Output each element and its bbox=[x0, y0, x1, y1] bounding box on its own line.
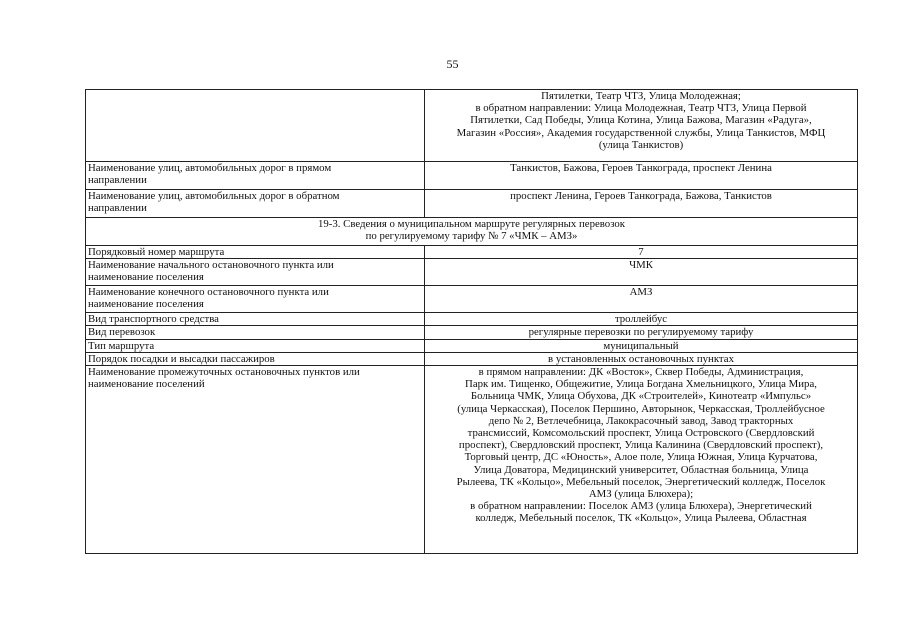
text-line: трансмиссий, Комсомольский проспект, Улица Островского (Свердловский bbox=[467, 427, 815, 440]
text-line: Вид транспортного средства bbox=[88, 313, 219, 326]
text-line: Наименование промежуточных остановочных пунктов или bbox=[88, 366, 360, 379]
page-number: 55 bbox=[446, 57, 459, 71]
text-line: Наименование начального остановочного пункта или bbox=[88, 259, 334, 272]
value-cell bbox=[425, 366, 858, 554]
text-line: наименование поселений bbox=[88, 378, 205, 391]
label-cell bbox=[86, 326, 425, 339]
table-body bbox=[86, 90, 858, 554]
text-line: Рылеева, ТК «Кольцо», Мебельный поселок, Энергетический колледж, Поселок bbox=[456, 475, 826, 488]
text-line: в обратном направлении: Поселок АМЗ (улица Блюхера), Энергетический bbox=[470, 500, 812, 513]
value-cell: АМЗ bbox=[425, 286, 858, 313]
route-info-table bbox=[85, 89, 858, 554]
label-cell bbox=[86, 366, 425, 554]
label-cell bbox=[86, 90, 425, 162]
table-row bbox=[86, 259, 858, 286]
text-line: Наименование улиц, автомобильных дорог в прямом bbox=[88, 162, 332, 174]
text-line: колледж, Мебельный поселок, ТК «Кольцо», Улица Рылеева, Областная bbox=[475, 512, 807, 525]
text-line: (улица Черкасская), Поселок Першино, Авторынок, Черкасская, Троллейбусное bbox=[457, 402, 825, 415]
table-row bbox=[86, 326, 858, 339]
value-cell: регулярные перевозки по регулируемому тарифу bbox=[425, 326, 858, 339]
label-cell bbox=[86, 259, 425, 286]
section-heading-row bbox=[86, 218, 858, 246]
section-heading bbox=[86, 218, 858, 246]
table-row bbox=[86, 352, 858, 365]
label-cell bbox=[86, 162, 425, 190]
text-line: в прямом направлении: ДК «Восток», Сквер Победы, Администрация, bbox=[478, 366, 804, 379]
label-cell bbox=[86, 313, 425, 326]
label-cell bbox=[86, 246, 425, 259]
table-row bbox=[86, 162, 858, 190]
table-row bbox=[86, 286, 858, 313]
text-line: проспект), Свердловский проспект, Улица Калинина (Свердловский проспект), bbox=[458, 439, 824, 452]
label-cell bbox=[86, 286, 425, 313]
text-line: Порядковый номер маршрута bbox=[88, 246, 225, 258]
text-line: Магазин «Россия», Академия государственной службы, Улица Танкистов, МФЦ bbox=[456, 126, 826, 139]
table-row bbox=[86, 339, 858, 352]
text-line: АМЗ (улица Блюхера); bbox=[588, 488, 694, 501]
table-row bbox=[86, 246, 858, 259]
text-line: наименование поселения bbox=[88, 271, 204, 284]
text-line: Пятилетки, Сад Победы, Улица Котина, Улица Бажова, Магазин «Радуга», bbox=[470, 114, 812, 127]
heading-line: 19-3. Сведения о муниципальном маршруте регулярных перевозок bbox=[317, 218, 626, 230]
value-cell bbox=[425, 90, 858, 162]
label-cell bbox=[86, 352, 425, 365]
table-row bbox=[86, 366, 858, 554]
text-line: Торговый центр, ДС «Юность», Алое поле, Улица Южная, Улица Курчатова, bbox=[464, 451, 818, 464]
label-cell bbox=[86, 190, 425, 218]
text-line: Тип маршрута bbox=[88, 339, 155, 352]
heading-line: по регулируемому тарифу № 7 «ЧМК – АМЗ» bbox=[365, 230, 578, 243]
text-line: направлении bbox=[88, 174, 147, 187]
value-cell: 7 bbox=[425, 246, 858, 259]
text-line: Наименование улиц, автомобильных дорог в обратном bbox=[88, 190, 340, 202]
value-cell: проспект Ленина, Героев Танкограда, Бажова, Танкистов bbox=[425, 190, 858, 218]
text-line: Пятилетки, Театр ЧТЗ, Улица Молодежная; bbox=[541, 90, 741, 102]
table-row bbox=[86, 313, 858, 326]
label-cell bbox=[86, 339, 425, 352]
text-line: Парк им. Тищенко, Общежитие, Улица Богдана Хмельницкого, Улица Мира, bbox=[465, 378, 817, 391]
value-cell: муниципальный bbox=[425, 339, 858, 352]
text-line: Наименование конечного остановочного пункта или bbox=[88, 286, 329, 299]
table-row bbox=[86, 90, 858, 162]
text-line: наименование поселения bbox=[88, 298, 204, 311]
text-line: депо № 2, Ветлечебница, Лакокрасочный завод, Завод тракторных bbox=[488, 414, 794, 427]
value-cell: в установленных остановочных пунктах bbox=[425, 352, 858, 365]
value-cell: ЧМК bbox=[425, 259, 858, 286]
value-cell: троллейбус bbox=[425, 313, 858, 326]
text-line: Порядок посадки и высадки пассажиров bbox=[88, 352, 275, 365]
text-line: направлении bbox=[88, 202, 147, 215]
text-line: Улица Доватора, Медицинский университет, Областная больница, Улица bbox=[473, 463, 809, 476]
text-line: Больница ЧМК, Улица Обухова, ДК «Строителей», Кинотеатр «Импульс» bbox=[470, 390, 812, 403]
text-line: Вид перевозок bbox=[88, 326, 156, 339]
text-line: (улица Танкистов) bbox=[598, 138, 684, 151]
text-line: в обратном направлении: Улица Молодежная, Театр ЧТЗ, Улица Первой bbox=[475, 102, 807, 115]
value-cell: Танкистов, Бажова, Героев Танкограда, проспект Ленина bbox=[425, 162, 858, 190]
table-row bbox=[86, 190, 858, 218]
